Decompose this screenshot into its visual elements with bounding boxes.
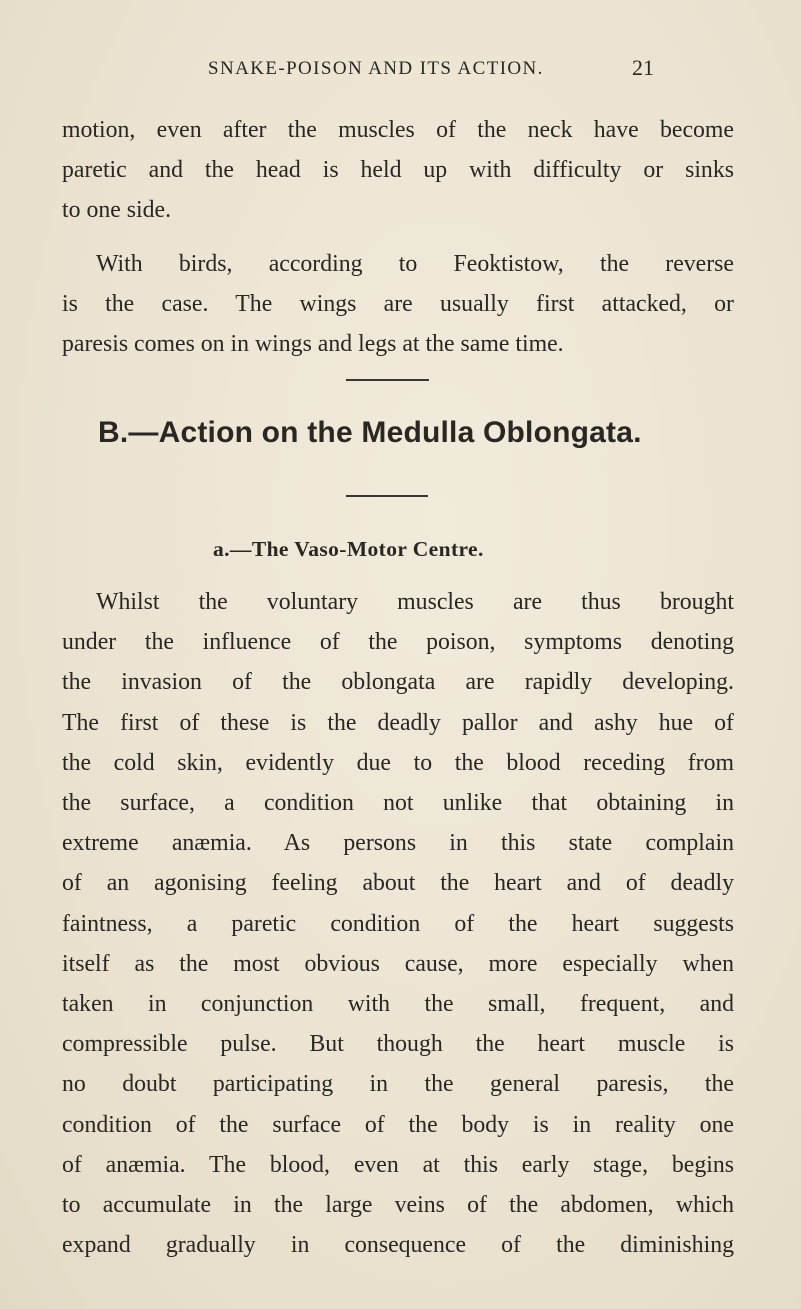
- text-line: is the case. The wings are usually first attacked, or: [62, 291, 734, 318]
- section-heading: B.—Action on the Medulla Oblongata.: [98, 416, 642, 449]
- text-line: faintness, a paretic condition of the heart suggests: [62, 910, 734, 937]
- section-divider: [346, 379, 429, 381]
- text-line: expand gradually in consequence of the diminishing: [62, 1232, 734, 1259]
- text-line: compressible pulse. But though the heart muscle is: [62, 1031, 734, 1058]
- text-line: extreme anæmia. As persons in this state complain: [62, 830, 734, 857]
- text-line: paresis comes on in wings and legs at the same time.: [62, 331, 564, 358]
- text-line: under the influence of the poison, symptoms denoting: [62, 629, 734, 656]
- text-line: itself as the most obvious cause, more especially when: [62, 950, 734, 977]
- text-line: the invasion of the oblongata are rapidly developing.: [62, 669, 734, 696]
- subsection-divider: [346, 495, 428, 497]
- text-line: The first of these is the deadly pallor and ashy hue of: [62, 709, 734, 736]
- text-line: condition of the surface of the body is in reality one: [62, 1111, 734, 1138]
- text-line: motion, even after the muscles of the neck have become: [62, 117, 734, 143]
- text-line: taken in conjunction with the small, frequent, and: [62, 991, 734, 1018]
- paragraph-vaso-motor: [62, 582, 734, 1265]
- text-line: of anæmia. The blood, even at this early stage, begins: [62, 1151, 734, 1178]
- paragraph-birds: [62, 244, 734, 365]
- text-line: paretic and the head is held up with difficulty or sinks: [62, 157, 734, 184]
- text-line: to one side.: [62, 197, 172, 224]
- text-line: to accumulate in the large veins of the abdomen, which: [62, 1192, 734, 1219]
- paragraph-continuation: [62, 110, 734, 231]
- text-line: the cold skin, evidently due to the blood receding from: [62, 749, 734, 776]
- running-head: SNAKE-POISON AND ITS ACTION.: [208, 58, 544, 79]
- text-line: no doubt participating in the general paresis, the: [62, 1071, 734, 1098]
- text-line: Whilst the voluntary muscles are thus brought: [96, 589, 734, 615]
- text-line: of an agonising feeling about the heart and of deadly: [62, 870, 734, 897]
- subsection-heading: a.—The Vaso-Motor Centre.: [213, 537, 484, 561]
- text-line: the surface, a condition not unlike that obtaining in: [62, 790, 734, 817]
- text-line: With birds, according to Feoktistow, the reverse: [96, 251, 734, 277]
- page-number: 21: [632, 55, 654, 80]
